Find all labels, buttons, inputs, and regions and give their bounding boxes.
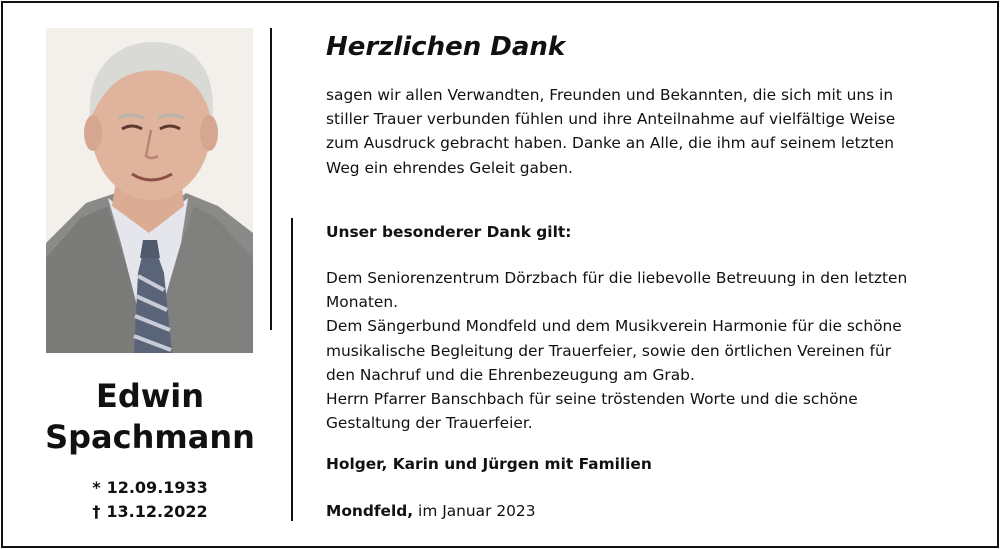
thanks-line: den Nachruf und die Ehrenbezeugung am Grab. (326, 365, 695, 384)
life-dates (40, 476, 260, 524)
intro-line: Weg ein ehrendes Geleit gaben. (326, 158, 573, 177)
birth-date-line (40, 476, 260, 500)
intro-line: sagen wir allen Verwandten, Freunden und Bekannten, die sich mit uns in (326, 86, 894, 104)
deceased-first-name: Edwin (95, 377, 205, 415)
divider-line-top (270, 28, 272, 330)
thanks-line: Dem Sängerbund Mondfeld und dem Musikverein Harmonie für die schöne (326, 317, 902, 336)
page-title: Herzlichen Dank (326, 32, 566, 62)
portrait-illustration (46, 28, 253, 353)
thanks-paragraph (326, 266, 946, 435)
thanks-line: Dem Seniorenzentrum Dörzbach für die liebevolle Betreuung in den letzten (326, 269, 908, 287)
date-text: im Januar 2023 (418, 502, 536, 520)
intro-line: stiller Trauer verbunden fühlen und ihre Anteilnahme auf vielfältige Weise (326, 110, 896, 129)
place-name: Mondfeld, (326, 502, 414, 520)
special-thanks-heading: Unser besonderer Dank gilt: (326, 223, 572, 241)
thanks-line: musikalische Begleitung der Trauerfeier, sowie den örtlichen Vereinen für (326, 341, 892, 360)
deceased-last-name: Spachmann (45, 418, 255, 456)
intro-paragraph (326, 83, 946, 180)
intro-line: zum Ausdruck gebracht haben. Danke an Alle, die ihm auf seinem letzten (326, 134, 894, 153)
death-date-line (40, 500, 260, 524)
birth-date: 12.09.1933 (106, 478, 208, 497)
thanks-line: Gestaltung der Trauerfeier. (326, 414, 533, 433)
thanks-line: Monaten. (326, 293, 399, 312)
birth-symbol: * (92, 478, 101, 497)
family-signature: Holger, Karin und Jürgen mit Familien (326, 455, 652, 473)
place-date-line (326, 499, 946, 523)
deceased-name (40, 376, 260, 458)
death-symbol: † (92, 502, 101, 521)
divider-line-bottom (291, 218, 293, 521)
portrait-photo (46, 28, 253, 353)
death-date: 13.12.2022 (106, 502, 208, 521)
thanks-line: Herrn Pfarrer Banschbach für seine tröstenden Worte und die schöne (326, 390, 858, 409)
